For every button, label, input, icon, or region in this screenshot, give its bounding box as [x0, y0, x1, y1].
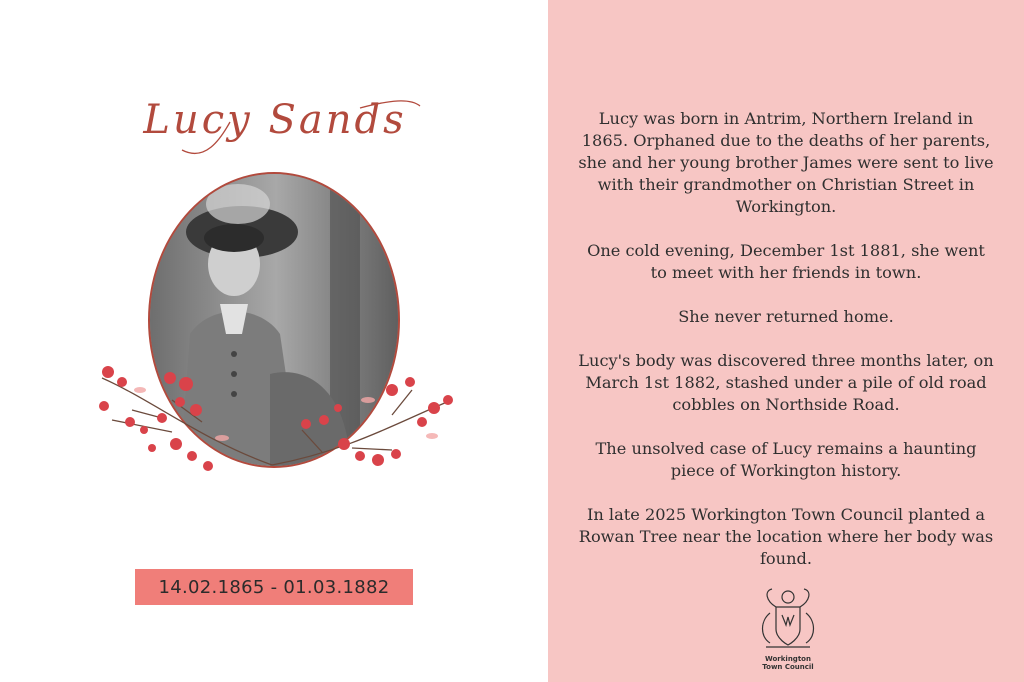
story-paragraph: Lucy's body was discovered three months later, on March 1st 1882, stashed under a pile of old road cobbles on Northside Road. — [578, 351, 994, 414]
story-paragraph: The unsolved case of Lucy remains a haunting piece of Workington history. — [595, 439, 977, 480]
name-title — [110, 78, 440, 168]
story-paragraph: Lucy was born in Antrim, Northern Ireland in 1865. Orphaned due to the deaths of her parents, she and her young brother James were sent to live with their grandmother on Christian Street in Workington. — [578, 109, 994, 216]
council-caption-line2: Town Council — [762, 663, 814, 671]
story-paragraph: She never returned home. — [678, 307, 894, 326]
life-story — [578, 108, 994, 592]
rowan-berries-decoration — [92, 360, 460, 480]
council-caption — [738, 655, 838, 671]
story-paragraph: In late 2025 Workington Town Council planted a Rowan Tree near the location where her body was found. — [578, 505, 994, 568]
story-paragraph: One cold evening, December 1st 1881, she went to meet with her friends in town. — [587, 241, 985, 282]
council-caption-line1: Workington — [765, 655, 811, 663]
life-dates-banner: 14.02.1865 - 01.03.1882 — [135, 569, 413, 605]
name-title-text: Lucy Sands — [143, 97, 407, 143]
